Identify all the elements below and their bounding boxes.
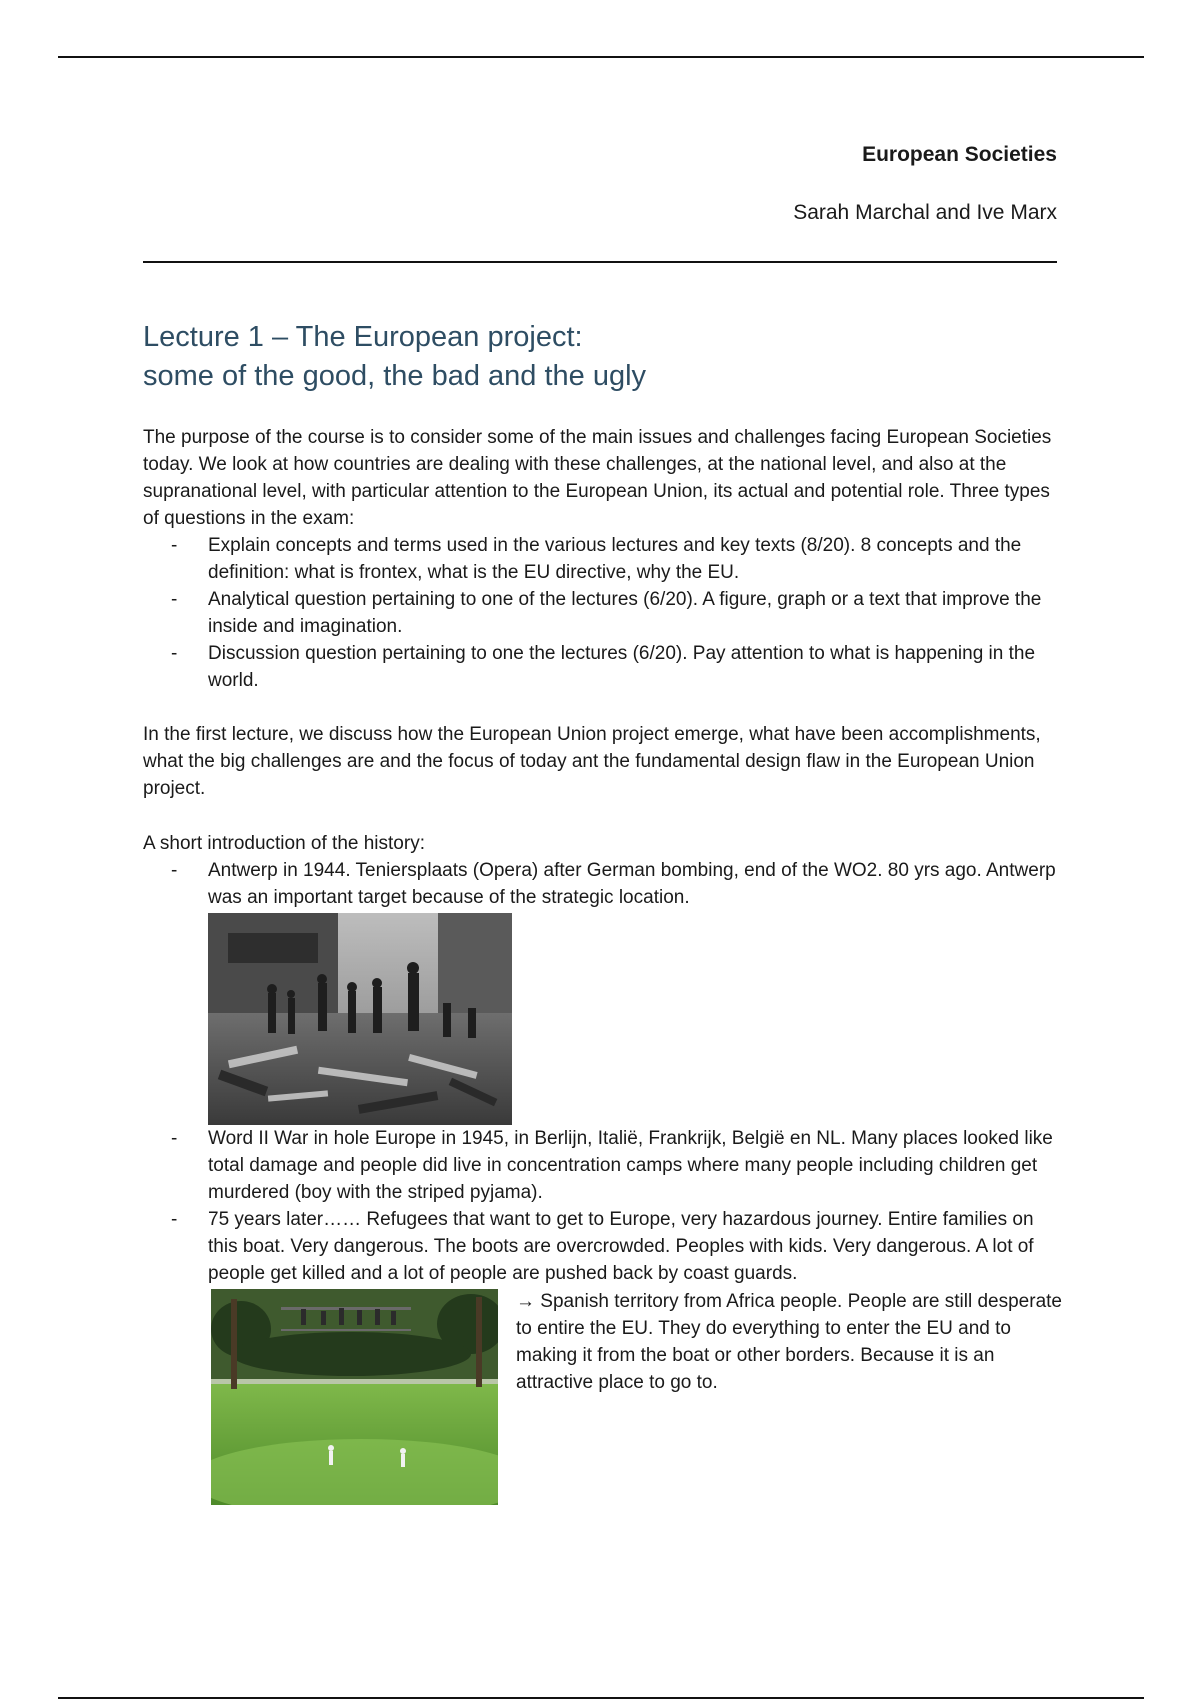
list-item-text: 75 years later…… Refugees that want to get to Europe, very hazardous journey. Entire families on this boat. Very dangerous. The boots are overcrowded. Peoples with kids. Very dangerous. A lot of people get killed and a lot of people are pushed back by coast guards.	[208, 1209, 1034, 1284]
side-note: → Spanish territory from Africa people. People are still desperate to entire the EU. They do everything to enter the EU and to making it from the boat or other borders. Because it is an attractive place to go to.	[516, 1291, 1062, 1393]
lecture-title-line-2: some of the good, the bad and the ugly	[143, 360, 647, 392]
list-item-text: Analytical question pertaining to one of the lectures (6/20). A figure, graph or a text that improve the inside and imagination.	[208, 589, 1042, 637]
list-item	[143, 1125, 1063, 1206]
bottom-rule	[58, 1697, 1144, 1699]
history-heading: A short introduction of the history:	[143, 833, 425, 854]
intro-paragraph: The purpose of the course is to consider some of the main issues and challenges facing European Societies today. We look at how countries are dealing with these challenges, at the national level, and also at the supranational level, with particular attention to the European Union, its actual and potential role. Three types of questions in the exam:	[143, 427, 1052, 529]
history-list-2	[143, 1125, 1063, 1287]
bullet-dash: -	[171, 535, 178, 556]
lecture-title-line-1: Lecture 1 – The European project:	[143, 321, 583, 353]
first-lecture-paragraph: In the first lecture, we discuss how the European Union project emerge, what have been accomplishments, what the big challenges are and the focus of today ant the fundamental design flaw in the European Union project.	[143, 724, 1041, 799]
list-item	[143, 640, 1063, 694]
history-list-1	[143, 857, 1063, 911]
bullet-dash: -	[171, 1209, 178, 1230]
top-rule	[58, 56, 1144, 58]
list-item	[143, 532, 1063, 586]
bullet-dash: -	[171, 643, 178, 664]
bullet-dash: -	[171, 1128, 178, 1149]
list-item-text: Word II War in hole Europe in 1945, in Berlijn, Italië, Frankrijk, België en NL. Many places looked like total damage and people did live in concentration camps where many people including children get murdered (boy with the striped pyjama).	[208, 1128, 1053, 1203]
exam-question-list	[143, 532, 1063, 694]
antwerp-1944-photo	[208, 913, 512, 1125]
list-item-text: Explain concepts and terms used in the various lectures and key texts (8/20). 8 concepts and the definition: what is frontex, what is the EU directive, why the EU.	[208, 535, 1022, 583]
bullet-dash: -	[171, 589, 178, 610]
list-item	[143, 1206, 1063, 1287]
header-divider	[143, 261, 1057, 263]
list-item-text: Discussion question pertaining to one the lectures (6/20). Pay attention to what is happening in the world.	[208, 643, 1036, 691]
border-fence-golf-course-photo	[211, 1289, 498, 1505]
bullet-dash: -	[171, 860, 178, 881]
authors: Sarah Marchal and Ive Marx	[793, 201, 1057, 224]
list-item-text: Antwerp in 1944. Teniersplaats (Opera) after German bombing, end of the WO2. 80 yrs ago. Antwerp was an important target because of the strategic location.	[208, 860, 1056, 908]
course-title: European Societies	[862, 143, 1057, 166]
document-header	[143, 140, 1057, 224]
lecture-title	[143, 318, 646, 396]
list-item	[143, 586, 1063, 640]
list-item	[143, 857, 1063, 911]
